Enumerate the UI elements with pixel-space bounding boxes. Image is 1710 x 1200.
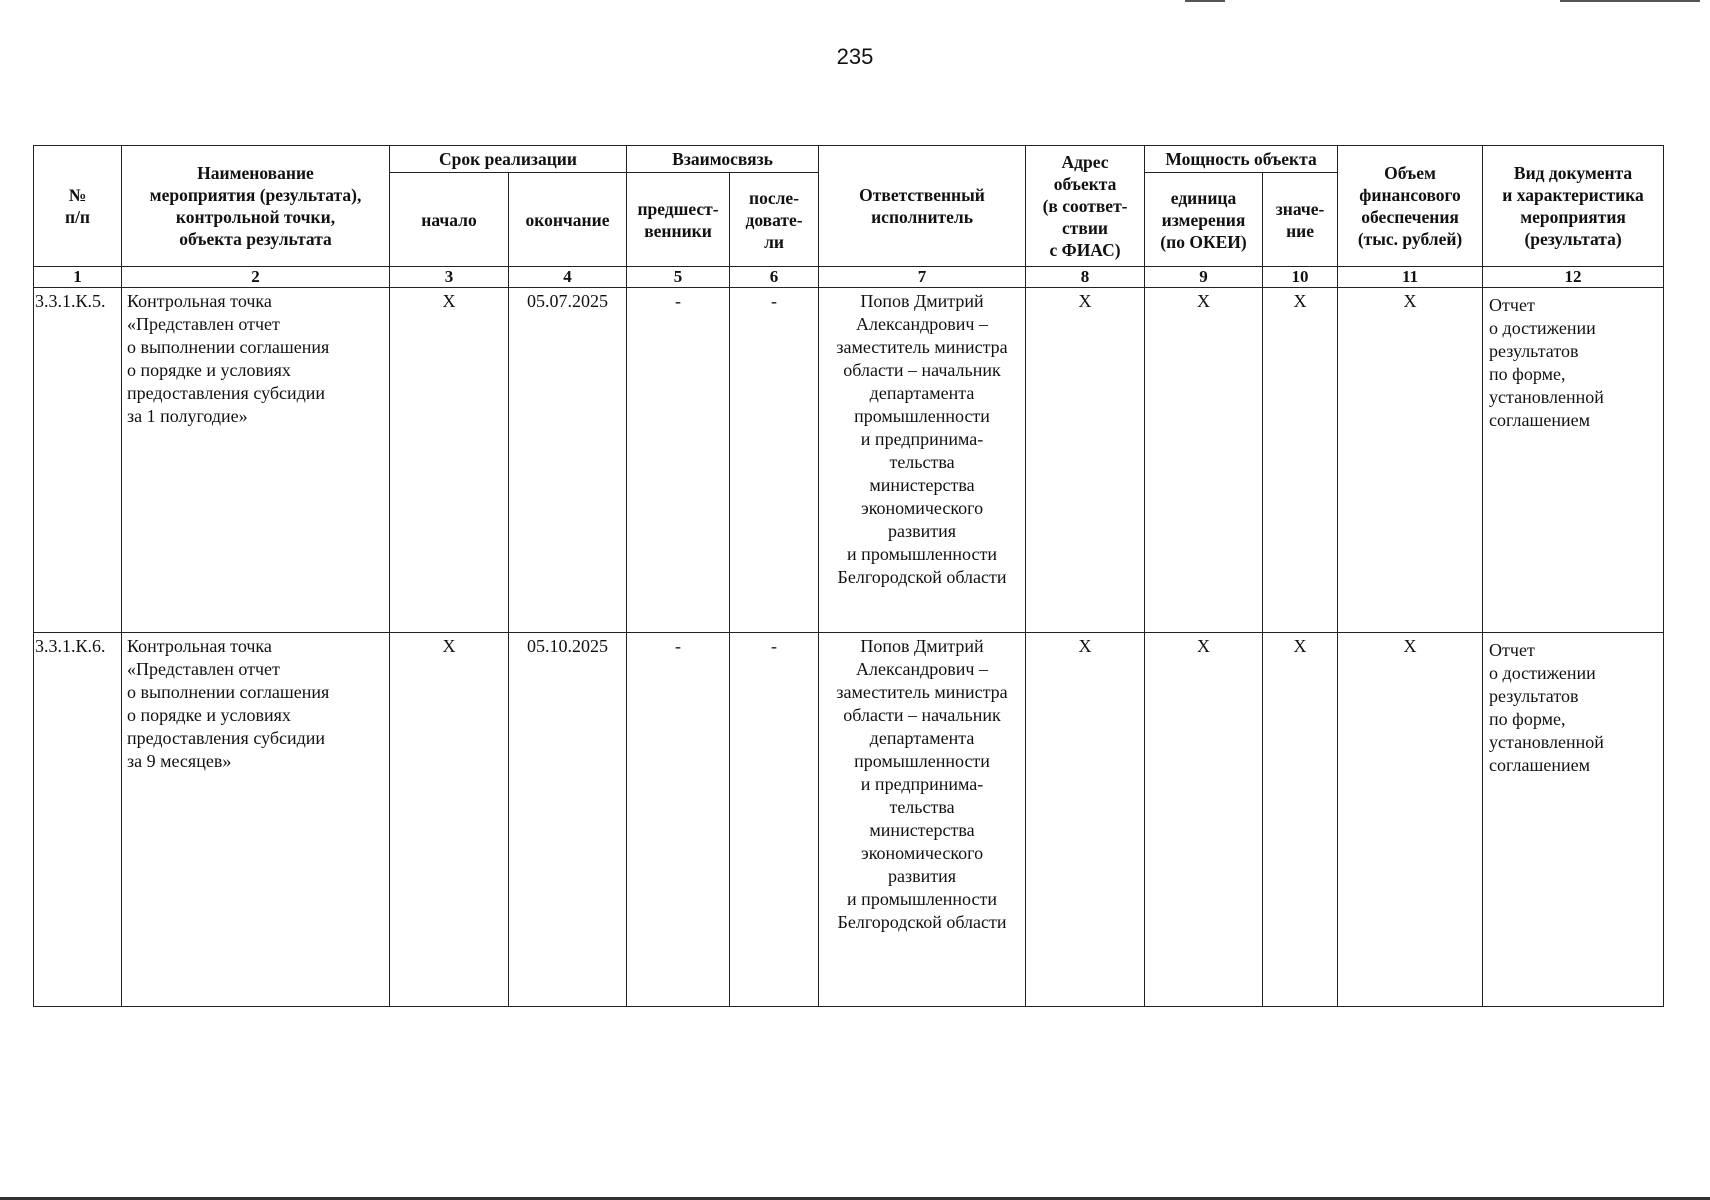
cell-name: Контрольная точка «Представлен отчет о выполнении соглашения о порядке и условиях предоставления субсидии за 1 полугодие» [122,288,390,633]
header-capacity-unit: единица измерения (по ОКЕИ) [1145,173,1263,267]
column-number: 12 [1483,267,1664,288]
header-period-end: окончание [509,173,627,267]
cell-next: - [730,288,819,633]
header-capacity: Мощность объекта [1145,146,1338,173]
cell-start: X [390,633,509,1007]
column-number: 10 [1263,267,1338,288]
cell-address: X [1026,633,1145,1007]
header-period: Срок реализации [390,146,627,173]
header-address: Адрес объекта (в соответ- ствии с ФИАС) [1026,146,1145,267]
cell-doc: Отчет о достижении результатов по форме, установленной соглашением [1483,633,1664,1007]
header-period-start: начало [390,173,509,267]
cell-end: 05.10.2025 [509,633,627,1007]
table-row [34,288,1664,633]
cell-end: 05.07.2025 [509,288,627,633]
header-relation: Взаимосвязь [627,146,819,173]
header-responsible: Ответственный исполнитель [819,146,1026,267]
cell-responsible: Попов Дмитрий Александрович – заместитель министра области – начальник департамента промышленности и предпринима- тельства министерства экономического развития и промышленности Белгородской области [819,633,1026,1007]
cell-finance: X [1338,633,1483,1007]
column-number: 1 [34,267,122,288]
column-number: 5 [627,267,730,288]
column-number: 8 [1026,267,1145,288]
column-number: 2 [122,267,390,288]
column-number: 11 [1338,267,1483,288]
scan-artifact-top [1185,0,1225,2]
cell-num: 3.3.1.К.6. [34,633,122,1007]
header-doc-type: Вид документа и характеристика мероприятия (результата) [1483,146,1664,267]
cell-unit: X [1145,633,1263,1007]
header-relation-prev: предшест- венники [627,173,730,267]
cell-responsible: Попов Дмитрий Александрович – заместитель министра области – начальник департамента промышленности и предпринима- тельства министерства экономического развития и промышленности Белгородской области [819,288,1026,633]
header-name: Наименование мероприятия (результата), контрольной точки, объекта результата [122,146,390,267]
header-row-top [34,146,1664,173]
cell-value: X [1263,633,1338,1007]
header-relation-next: после- довате- ли [730,173,819,267]
cell-finance: X [1338,288,1483,633]
cell-next: - [730,633,819,1007]
cell-doc: Отчет о достижении результатов по форме, установленной соглашением [1483,288,1664,633]
cell-address: X [1026,288,1145,633]
header-finance: Объем финансового обеспечения (тыс. рублей) [1338,146,1483,267]
column-number: 7 [819,267,1026,288]
page-number: 235 [836,44,874,69]
column-number: 3 [390,267,509,288]
header-num: № п/п [34,146,122,267]
column-number: 4 [509,267,627,288]
column-number: 9 [1145,267,1263,288]
cell-unit: X [1145,288,1263,633]
table-row [34,633,1664,1007]
cell-prev: - [627,633,730,1007]
cell-value: X [1263,288,1338,633]
column-number: 6 [730,267,819,288]
scan-artifact-top-right [1560,0,1700,2]
cell-start: X [390,288,509,633]
header-capacity-value: значе- ние [1263,173,1338,267]
activity-table [33,145,1664,1007]
cell-name: Контрольная точка «Представлен отчет о выполнении соглашения о порядке и условиях предоставления субсидии за 9 месяцев» [122,633,390,1007]
cell-prev: - [627,288,730,633]
cell-num: 3.3.1.К.5. [34,288,122,633]
column-number-row [34,267,1664,288]
